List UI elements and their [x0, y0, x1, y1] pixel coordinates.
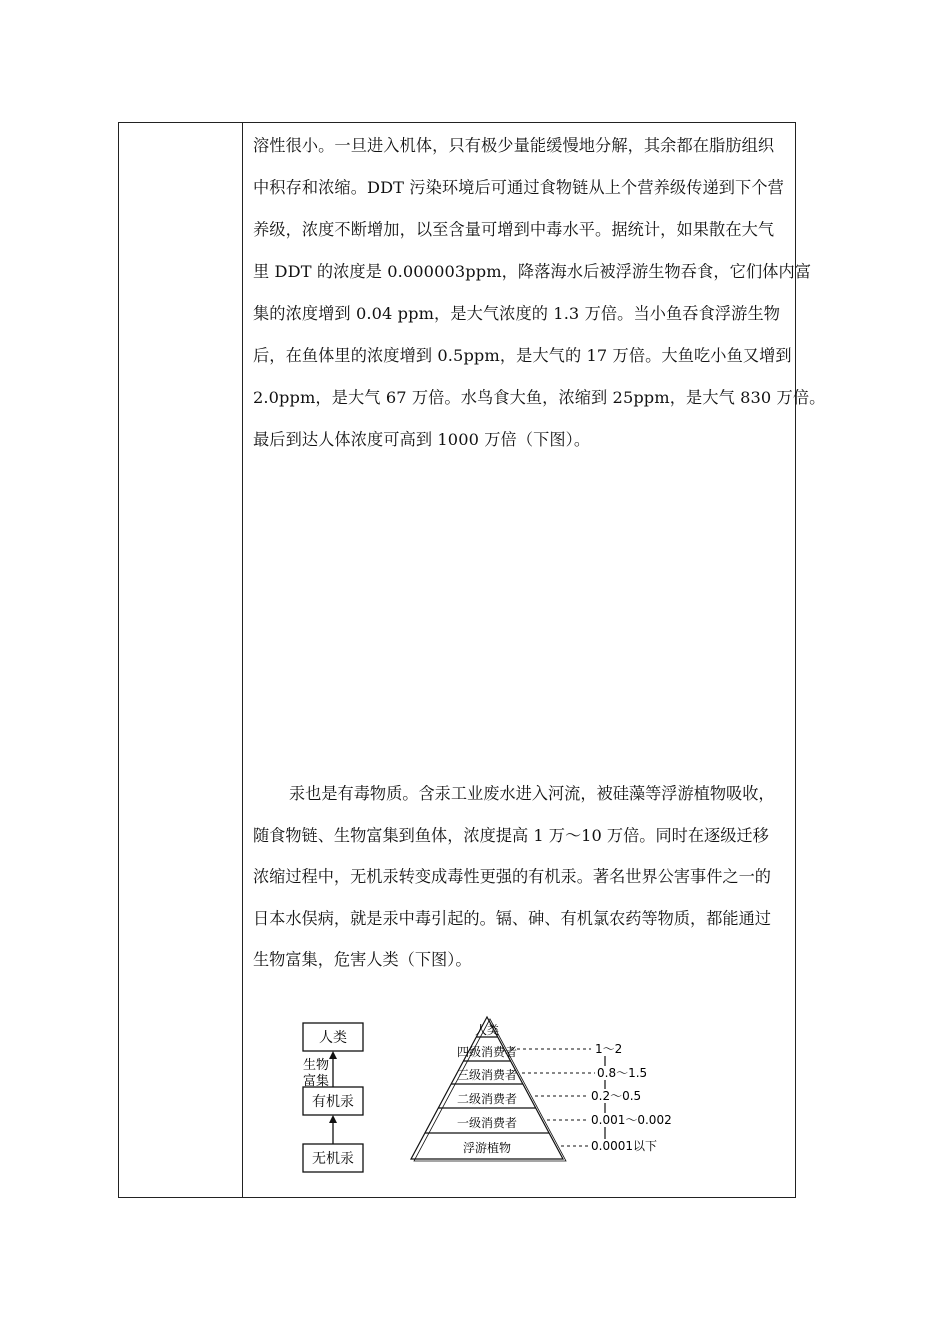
enrichment-label-2: 富集 — [303, 1074, 330, 1089]
text-line: 集的浓度增到 0.04 ppm，是大气浓度的 1.3 万倍。当小鱼吞食浮游生物 — [253, 304, 781, 323]
text-line: 里 DDT 的浓度是 0.000003ppm，降落海水后被浮游生物吞食，它们体内富 — [253, 262, 812, 281]
pyramid-shadow — [414, 1019, 566, 1161]
text-line: 溶性很小。一旦进入机体，只有极少量能缓慢地分解，其余都在脂肪组织 — [253, 136, 775, 155]
text-line: 生物富集，危害人类（下图）。 — [253, 950, 472, 969]
text-line: 随食物链、生物富集到鱼体，浓度提高 1 万～10 万倍。同时在逐级迁移 — [253, 825, 769, 845]
box-organic-mercury-label: 有机汞 — [312, 1094, 354, 1110]
concentration-value: 0.2～0.5 — [591, 1089, 642, 1103]
pyramid-level-label: 二级消费者 — [456, 1092, 518, 1106]
pyramid-level-label: 三级消费者 — [456, 1068, 518, 1082]
trophic-pyramid — [411, 1017, 605, 1161]
ddt-paragraph — [253, 125, 826, 461]
concentration-value: 0.8～1.5 — [597, 1066, 648, 1080]
text-line: 中积存和浓缩。DDT 污染环境后可通过食物链从上个营养级传递到下个营 — [253, 178, 784, 197]
bioaccumulation-figure — [299, 1013, 699, 1188]
pyramid-level-label: 一级消费者 — [456, 1116, 518, 1130]
enrichment-label-1: 生物 — [303, 1058, 330, 1073]
pyramid-level-label: 浮游植物 — [462, 1141, 512, 1155]
column-divider — [242, 123, 243, 1197]
text-line: 浓缩过程中，无机汞转变成毒性更强的有机汞。著名世界公害事件之一的 — [253, 867, 771, 886]
text-line: 养级，浓度不断增加，以至含量可增到中毒水平。据统计，如果散在大气 — [253, 220, 775, 239]
text-line: 2.0ppm，是大气 67 万倍。水鸟食大鱼，浓缩到 25ppm，是大气 830 万倍。 — [253, 388, 826, 407]
text-line: 最后到达人体浓度可高到 1000 万倍（下图）。 — [253, 430, 591, 449]
pyramid-outline — [411, 1017, 563, 1159]
text-line: 日本水俣病，就是汞中毒引起的。镉、砷、有机氯农药等物质，都能通过 — [253, 908, 771, 928]
arrowhead-icon — [329, 1051, 337, 1059]
arrowhead-icon — [329, 1115, 337, 1123]
pyramid-level-label: 四级消费者 — [456, 1045, 518, 1059]
box-inorganic-mercury-label: 无机汞 — [312, 1151, 354, 1167]
text-line: 汞也是有毒物质。含汞工业废水进入河流，被硅藻等浮游植物吸收， — [289, 784, 775, 803]
concentration-value: 1～2 — [595, 1042, 623, 1056]
content-table — [118, 122, 826, 1198]
pyramid-level-label: 人类 — [474, 1023, 500, 1037]
mercury-paragraph — [253, 773, 793, 981]
concentration-value: 0.001～0.002 — [591, 1113, 672, 1127]
text-line: 后，在鱼体里的浓度增到 0.5ppm，是大气的 17 万倍。大鱼吃小鱼又增到 — [253, 346, 792, 365]
box-human-label: 人类 — [319, 1030, 347, 1046]
concentration-value: 0.0001以下 — [591, 1139, 657, 1153]
